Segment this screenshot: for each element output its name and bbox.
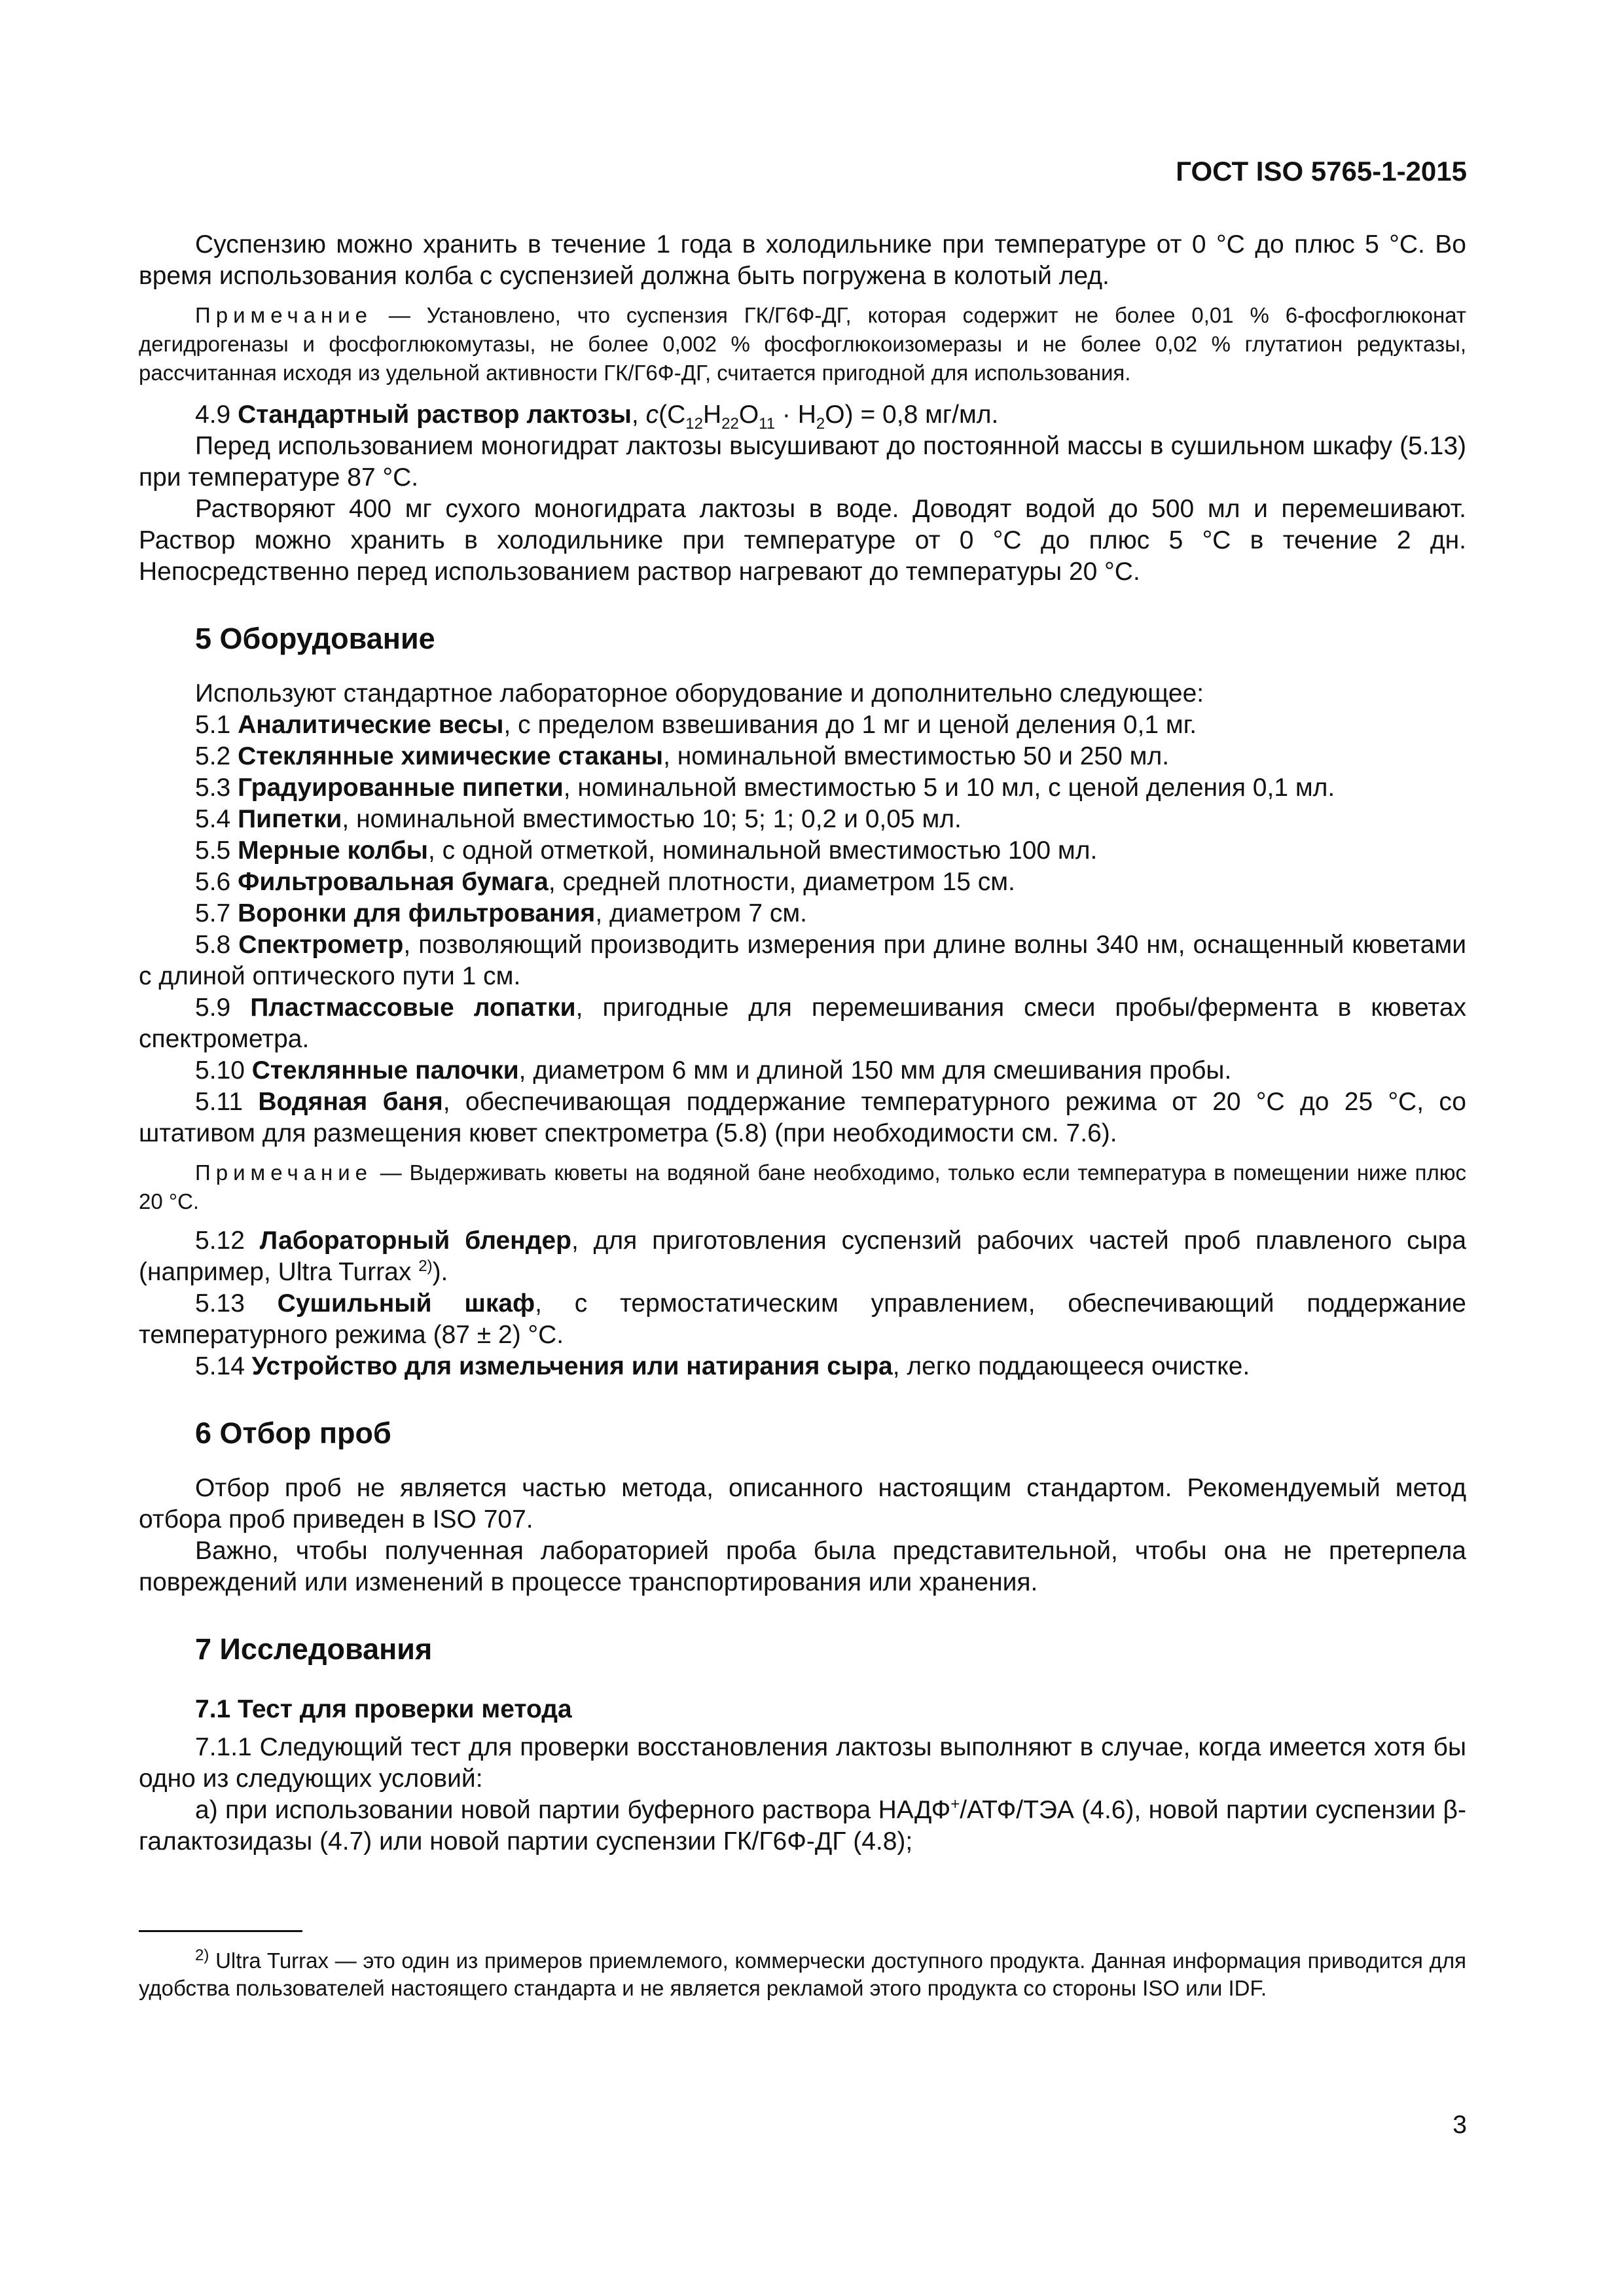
equipment-item — [139, 992, 1466, 1055]
note-text: — Выдерживать кюветы на водяной бане необходимо, только если температура в помещении ниже плюс 20 °С. — [139, 1160, 1466, 1213]
footnote-ref: 2) — [418, 1257, 433, 1275]
item-title: Пластмассовые лопатки — [250, 994, 576, 1022]
equipment-item — [139, 1055, 1466, 1086]
item-text: , с термостатическим управлением, обеспечивающий поддержание температурного режима (87 ± 2) °С. — [139, 1289, 1466, 1349]
formula-part: O — [738, 401, 759, 429]
footnote-2 — [139, 1947, 1466, 2002]
section-7-heading: 7 Исследования — [195, 1632, 433, 1666]
item-title: Фильтровальная бумага — [238, 868, 549, 896]
page-number: 3 — [1453, 2111, 1467, 2139]
note-label: Примечание — [195, 303, 373, 327]
formula-sub: 2 — [816, 414, 825, 433]
footnote-mark: 2) — [195, 1946, 209, 1964]
item-text: , номинальной вместимостью 50 и 250 мл. — [663, 742, 1170, 770]
item-text: , с одной отметкой, номинальной вместимостью 100 мл. — [427, 836, 1098, 865]
item-text: , обеспечивающая поддержание температурного режима от 20 °С до 25 °С, со штативом для размещения кювет спектрометра (5.8) (при необходимости см. 7.6). — [139, 1088, 1466, 1147]
equipment-item — [139, 772, 1466, 804]
clause-text: , для приготовления суспензий рабочих частей проб плавленого сыра (например, Ultra Turrax — [139, 1227, 1467, 1286]
equipment-item — [139, 1351, 1466, 1382]
clause-text: /АТФ/ТЭА (4.6), новой партии суспензии β-галактозидазы (4.7) или новой партии суспензии ГК/Г6Ф-ДГ (4.8); — [139, 1796, 1466, 1856]
item-number: 5.9 — [195, 994, 251, 1022]
item-number: 5.6 — [195, 868, 238, 896]
item-number: 5.13 — [195, 1289, 278, 1318]
section-5-intro: Используют стандартное лабораторное оборудование и дополнительно следующее: — [195, 679, 1204, 708]
item-title: Стеклянные палочки — [251, 1056, 519, 1085]
item-text: , номинальной вместимостью 10; 5; 1; 0,2 и 0,05 мл. — [342, 805, 962, 833]
item-text: , диаметром 6 мм и длиной 150 мм для смешивания пробы. — [518, 1056, 1232, 1085]
footnote-text: Ultra Turrax — это один из примеров приемлемого, коммерчески доступного продукта. Данная информация приводится для удобства пользователей настоящего стандарта и не является рекламой этого продукта со стороны ISO или IDF. — [139, 1948, 1466, 2000]
clause-number: 4.9 — [195, 401, 238, 429]
main-content — [139, 229, 1466, 1857]
equipment-item — [139, 804, 1466, 835]
item-title: Воронки для фильтрования — [238, 899, 596, 927]
item-number: 5.3 — [195, 774, 238, 802]
item-title: Градуированные пипетки — [238, 774, 564, 802]
item-title: Мерные колбы — [238, 836, 428, 865]
equipment-item — [139, 898, 1466, 929]
formula-part: O) = 0,8 мг/мл. — [825, 401, 999, 429]
formula-part: (C — [659, 401, 686, 429]
item-text: , диаметром 7 см. — [595, 899, 807, 927]
section-5-heading: 5 Оборудование — [195, 622, 435, 655]
footnote — [139, 1947, 1466, 2002]
clause-7-1-1: 7.1.1 Следующий тест для проверки восстановления лактозы выполняют в случае, когда имеется хотя бы одно из следующих условий: — [139, 1733, 1466, 1793]
equipment-item — [139, 835, 1466, 867]
note-2 — [139, 1158, 1466, 1216]
document-code: ГОСТ ISO 5765-1-2015 — [1176, 156, 1467, 187]
equipment-item — [139, 1288, 1466, 1351]
item-text: , номинальной вместимостью 5 и 10 мл, с ценой деления 0,1 мл. — [563, 774, 1335, 802]
section-6-paragraph-1: Отбор проб не является частью метода, описанного настоящим стандартом. Рекомендуемый метод отбора проб приведен в ISO 707. — [139, 1474, 1466, 1534]
clause-title: Стандартный раствор лактозы — [238, 401, 632, 429]
item-number: 5.7 — [195, 899, 238, 927]
equipment-item — [139, 929, 1466, 992]
equipment-item — [139, 741, 1466, 772]
section-6-heading: 6 Отбор проб — [195, 1416, 391, 1450]
note-text: — Установлено, что суспензия ГК/Г6Ф-ДГ, которая содержит не более 0,01 % 6-фосфоглюконат дегидрогеназы и фосфоглюкомутазы, не более 0,002 % фосфоглюкоизомеразы и не более 0,02 % глутатион редуктазы, рассчитанная исходя из удельной активности ГК/Г6Ф-ДГ, считается пригодной для использования. — [139, 303, 1466, 385]
item-number: 5.10 — [195, 1056, 252, 1085]
formula-part: H — [702, 401, 722, 429]
equipment-item — [139, 867, 1466, 898]
formula-part: · H — [775, 401, 816, 429]
item-number: 5.4 — [195, 805, 238, 833]
clause-title: Лабораторный блендер — [259, 1227, 571, 1255]
equipment-item — [139, 709, 1466, 741]
formula-sub: 11 — [759, 414, 776, 433]
formula-c: c — [645, 401, 659, 429]
item-title: Сушильный шкаф — [277, 1289, 535, 1318]
clause-4-9: 4.9 Стандартный раствор лактозы, $c(C_{12}H_{22}O_{11} \cdot H_2O) = 0,8$ мг/мл. — [195, 401, 999, 433]
item-title: Устройство для измельчения или натирания сыра — [251, 1352, 893, 1380]
footnote-separator — [139, 1930, 302, 1932]
item-title: Аналитические весы — [238, 711, 504, 739]
item-number: 5.11 — [195, 1088, 259, 1116]
note-label: Примечание — [195, 1160, 373, 1185]
formula-sub: 22 — [721, 414, 739, 433]
subsection-7-1-heading: 7.1 Тест для проверки метода — [195, 1695, 572, 1723]
item-title: Стеклянные химические стаканы — [238, 742, 664, 770]
paragraph-storage: Суспензию можно хранить в течение 1 года в холодильнике при температуре от 0 °С до плюс 5 °С. Во время использования колба с суспензией должна быть погружена в колотый лед. — [139, 230, 1466, 290]
item-title: Водяная баня — [258, 1088, 443, 1116]
clause-text: а) при использовании новой партии буферного раствора НАДФ — [195, 1796, 951, 1824]
item-text: , пригодные для перемешивания смеси пробы/фермента в кюветах спектрометра. — [139, 994, 1467, 1053]
equipment-list-continued — [139, 1288, 1466, 1382]
item-number: 5.1 — [195, 711, 238, 739]
clause-7-1-1-a — [139, 1795, 1466, 1857]
item-text: , средней плотности, диаметром 15 см. — [548, 868, 1015, 896]
item-title: Пипетки — [238, 805, 342, 833]
clause-number: 5.12 — [195, 1227, 260, 1255]
section-6-paragraph-2: Важно, чтобы полученная лабораторией проба была представительной, чтобы она не претерпела повреждений или изменений в процессе транспортирования или хранения. — [139, 1537, 1466, 1596]
item-number: 5.2 — [195, 742, 238, 770]
equipment-item — [139, 1086, 1466, 1149]
item-number: 5.14 — [195, 1352, 252, 1380]
note-1 — [139, 301, 1466, 387]
item-number: 5.8 — [195, 931, 239, 959]
clause-4-9-paragraph-2: Растворяют 400 мг сухого моногидрата лактозы в воде. Доводят водой до 500 мл и перемешивают. Раствор можно хранить в холодильнике при температуре от 0 °С до плюс 5 °С в течение 2 дн. Непосредственно перед использованием раствор нагревают до температуры 20 °С. — [139, 495, 1466, 586]
item-number: 5.5 — [195, 836, 238, 865]
item-title: Спектрометр — [238, 931, 404, 959]
item-text: , позволяющий производить измерения при длине волны 340 нм, оснащенный кюветами с длиной оптического пути 1 см. — [139, 931, 1466, 990]
item-text: , легко поддающееся очистке. — [892, 1352, 1250, 1380]
clause-4-9-paragraph-1: Перед использованием моногидрат лактозы высушивают до постоянной массы в сушильном шкафу (5.13) при температуре 87 °С. — [139, 432, 1466, 492]
clause-5-12 — [139, 1225, 1466, 1288]
item-text: , с пределом взвешивания до 1 мг и ценой деления 0,1 мг. — [503, 711, 1197, 739]
superscript: + — [950, 1795, 960, 1813]
clause-text: ). — [432, 1258, 448, 1286]
equipment-list — [139, 709, 1466, 1149]
formula-sub: 12 — [685, 414, 703, 433]
